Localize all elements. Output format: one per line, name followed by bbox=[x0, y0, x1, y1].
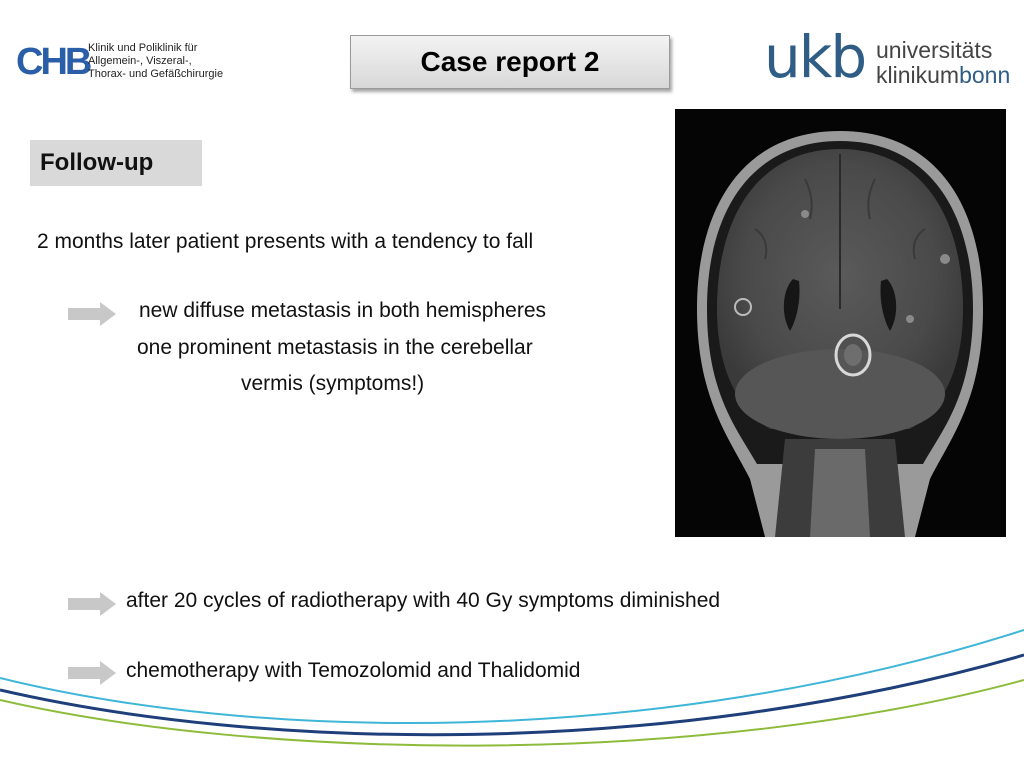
slide-title: Case report 2 bbox=[350, 35, 670, 89]
radiotherapy-text: after 20 cycles of radiotherapy with 40 Gy symptoms diminished bbox=[126, 589, 721, 612]
arrow-right-icon bbox=[68, 302, 116, 326]
ukb-logo-line-2b: bonn bbox=[959, 62, 1011, 88]
decorative-swoosh bbox=[0, 600, 1024, 768]
finding-line-1: new diffuse metastasis in both hemispheres bbox=[139, 299, 546, 322]
clinic-logo-line-2: Allgemein-, Viszeral-, bbox=[88, 55, 192, 67]
clinic-logo-text bbox=[88, 42, 223, 81]
ukb-logo-mark: ukb bbox=[764, 23, 866, 91]
chemotherapy-text: chemotherapy with Temozolomid and Thalidomid bbox=[126, 659, 581, 682]
finding-line-3: vermis (symptoms!) bbox=[241, 372, 425, 395]
ukb-logo-line-2a: klinikum bbox=[876, 62, 960, 88]
mri-coronal-image bbox=[675, 109, 1006, 537]
clinic-logo-line-1: Klinik und Poliklinik für bbox=[88, 42, 198, 54]
section-tag-follow-up: Follow-up bbox=[30, 140, 202, 186]
intro-text: 2 months later patient presents with a tendency to fall bbox=[37, 230, 534, 253]
ukb-logo bbox=[764, 23, 1011, 92]
clinic-logo-line-3: Thorax- und Gefäßchirurgie bbox=[88, 68, 224, 80]
clinic-logo bbox=[16, 38, 236, 88]
ukb-logo-text bbox=[876, 38, 1010, 88]
ukb-logo-line-2 bbox=[876, 63, 1010, 88]
ukb-logo-line-1: universitäts bbox=[876, 37, 993, 63]
finding-line-2: one prominent metastasis in the cerebellar bbox=[137, 336, 533, 359]
clinic-logo-mark: CHB bbox=[16, 41, 90, 83]
